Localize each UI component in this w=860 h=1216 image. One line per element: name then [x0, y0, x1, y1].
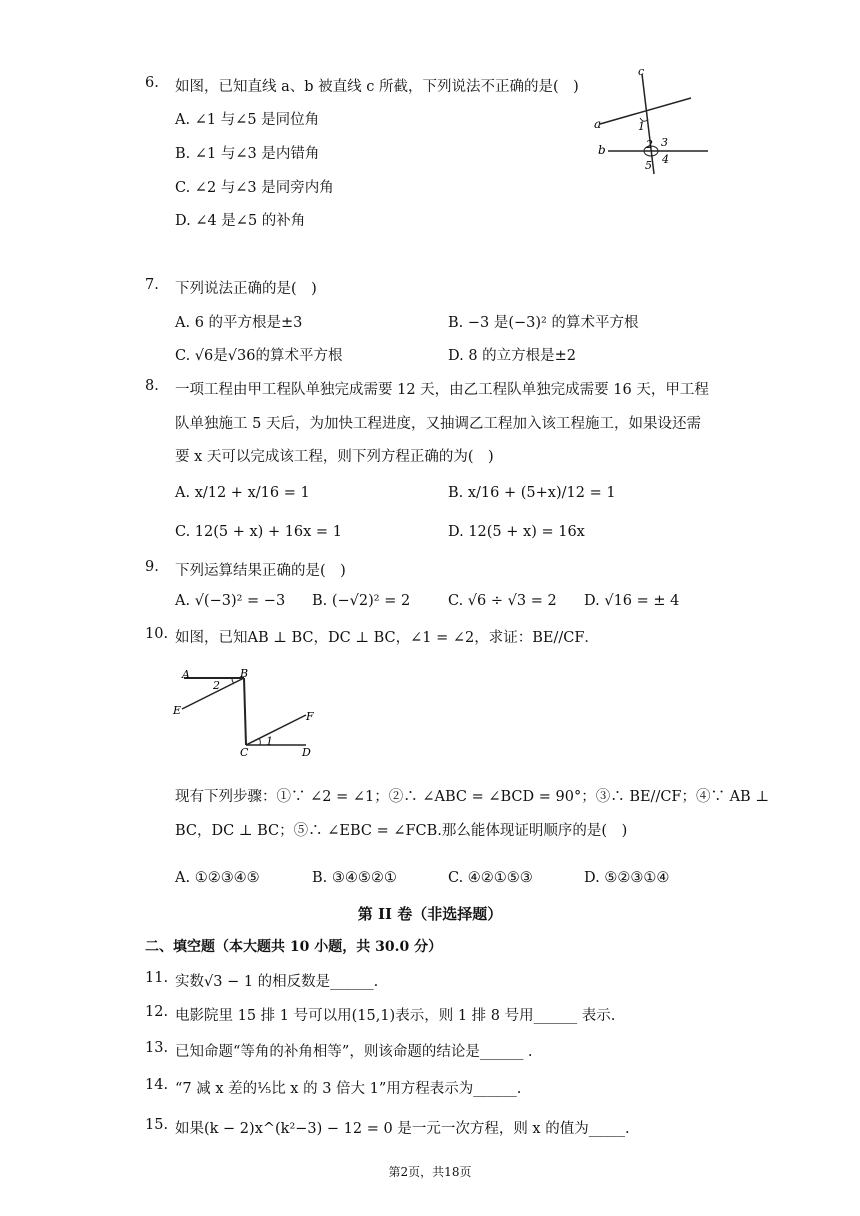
question-stem: 下列说法正确的是( )	[175, 281, 317, 297]
question-stem-line: 一项工程由甲工程队单独完成需要 12 天，由乙工程队单独完成需要 16 天，甲工程	[175, 382, 709, 398]
fill-question: 实数√3 − 1 的相反数是______.	[175, 974, 379, 990]
option-a: A. 6 的平方根是±3	[175, 315, 303, 331]
option-b: B. x/16 + (5+x)/12 = 1	[448, 485, 616, 501]
question-number: 9.	[145, 559, 159, 575]
question-number: 13.	[145, 1040, 169, 1056]
option-b: B. ∠1 与∠3 是内错角	[175, 146, 320, 162]
option-c: C. 12(5 + x) + 16x = 1	[175, 524, 342, 540]
option-d: D. 8 的立方根是±2	[448, 348, 577, 364]
label-b: B	[240, 667, 249, 680]
question-stem: 下列运算结果正确的是( )	[175, 563, 346, 579]
option-b: B. −3 是(−3)² 的算术平方根	[448, 315, 639, 331]
label-c: c	[638, 65, 645, 78]
part-title: 第 II 卷（非选择题）	[357, 905, 503, 923]
question-number: 8.	[145, 378, 159, 394]
fill-question: 如果(k − 2)x^(k²−3) − 12 = 0 是一元一次方程，则 x 的值为_____.	[175, 1121, 630, 1137]
option-d: D. √16 = ± 4	[584, 593, 680, 609]
angle-1-arc	[259, 738, 260, 745]
label-1: 1	[266, 735, 273, 748]
option-d: D. ⑤②③①④	[584, 870, 670, 886]
label-c: C	[240, 746, 249, 759]
steps-line: BC，DC ⊥ BC；⑤∴ ∠EBC = ∠FCB.那么能体现证明顺序的是( )	[175, 823, 628, 839]
question-number: 11.	[145, 970, 169, 986]
segment-cf	[246, 715, 306, 745]
question-stem-line: 队单独施工 5 天后，为加快工程进度，又抽调乙工程加入该工程施工，如果设还需	[175, 416, 701, 432]
option-a: A. x/12 + x/16 = 1	[175, 485, 310, 501]
option-a: A. ①②③④⑤	[175, 870, 260, 886]
label-1: 1	[638, 120, 645, 133]
question-stem: 如图，已知AB ⊥ BC，DC ⊥ BC，∠1 = ∠2，求证：BE//CF．	[175, 630, 599, 646]
page-footer: 第2页，共18页	[388, 1165, 472, 1179]
question-number: 12.	[145, 1004, 169, 1020]
fill-question: 已知命题“等角的补角相等”，则该命题的结论是______ .	[175, 1044, 533, 1060]
option-b: B. (−√2)² = 2	[312, 593, 411, 609]
question-stem-line: 要 x 天可以完成该工程，则下列方程正确的为( )	[175, 449, 494, 465]
question-number: 6.	[145, 75, 159, 91]
label-5: 5	[645, 159, 652, 172]
question-number: 10.	[145, 626, 169, 642]
label-2: 2	[213, 679, 220, 692]
label-d: D	[302, 746, 311, 759]
question-number: 15.	[145, 1117, 169, 1133]
fill-question: 电影院里 15 排 1 号可以用(15,1)表示，则 1 排 8 号用______ 表示.	[175, 1008, 616, 1024]
option-a: A. ∠1 与∠5 是同位角	[175, 112, 320, 128]
label-4: 4	[662, 153, 669, 166]
question-stem: 如图，已知直线 a、b 被直线 c 所截，下列说法不正确的是( )	[175, 79, 579, 95]
option-d: D. 12(5 + x) = 16x	[448, 524, 585, 540]
option-c: C. ④②①⑤③	[448, 870, 533, 886]
question-number: 7.	[145, 277, 159, 293]
segment-bc	[244, 678, 246, 745]
option-c: C. ∠2 与∠3 是同旁内角	[175, 180, 334, 196]
label-e: E	[173, 704, 182, 717]
option-c: C. √6 ÷ √3 = 2	[448, 593, 557, 609]
label-a: a	[594, 117, 602, 131]
option-c: C. √6是√36的算术平方根	[175, 348, 343, 364]
option-a: A. √(−3)² = −3	[175, 593, 286, 609]
section-heading: 二、填空题（本大题共 10 小题，共 30.0 分）	[145, 939, 443, 955]
figure-intersecting-lines	[588, 62, 718, 182]
fill-question: “7 减 x 差的⅕比 x 的 3 倍大 1”用方程表示为______.	[175, 1081, 522, 1097]
label-2: 2	[646, 138, 653, 151]
option-b: B. ③④⑤②①	[312, 870, 397, 886]
question-number: 14.	[145, 1077, 169, 1093]
option-d: D. ∠4 是∠5 的补角	[175, 213, 306, 229]
figure-parallel-proof	[170, 662, 320, 762]
label-a: A	[182, 668, 190, 681]
steps-line: 现有下列步骤：①∵ ∠2 = ∠1；②∴ ∠ABC = ∠BCD = 90°；③∴ BE//CF；④∵ AB ⊥	[175, 789, 769, 805]
label-3: 3	[661, 136, 668, 149]
label-f: F	[306, 710, 314, 723]
label-b: b	[598, 143, 606, 157]
